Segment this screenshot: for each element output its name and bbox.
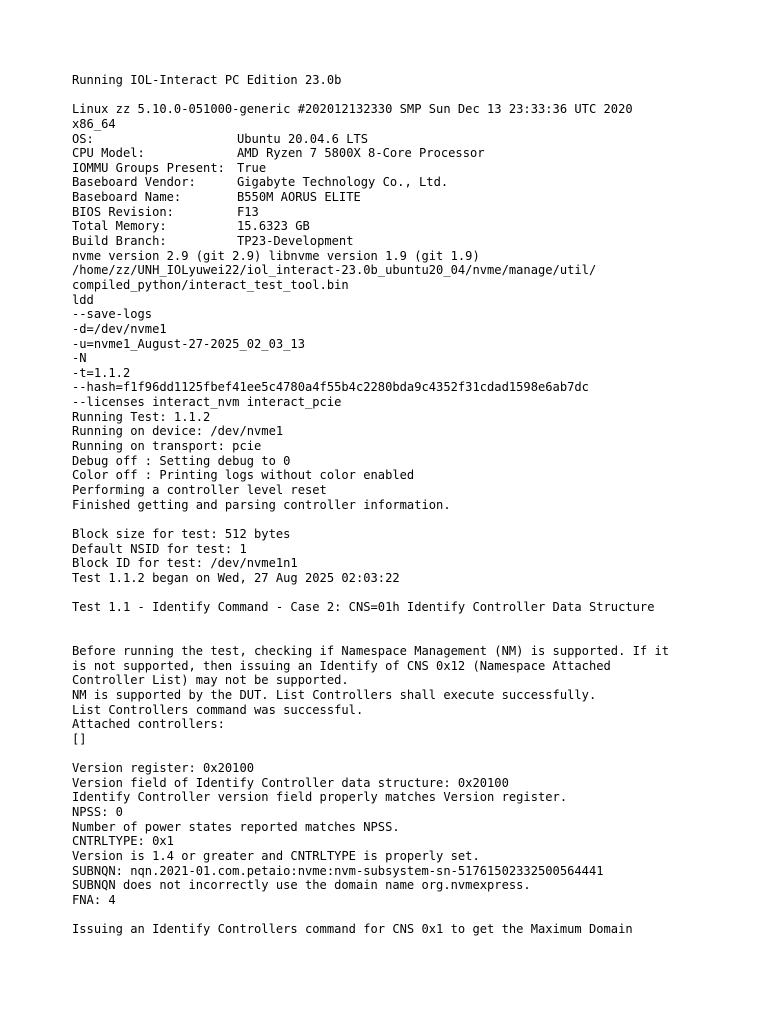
log-line: Running on device: /dev/nvme1 xyxy=(72,424,284,439)
log-line: ldd xyxy=(72,292,94,307)
system-info-row xyxy=(72,190,722,205)
info-value: True xyxy=(237,160,267,175)
log-line: nvme version 2.9 (git 2.9) libnvme version 1.9 (git 1.9) xyxy=(72,248,480,263)
system-info-row xyxy=(72,219,722,234)
log-line: --save-logs xyxy=(72,307,153,322)
test-title-line: Test 1.1 - Identify Command - Case 2: CNS=01h Identify Controller Data Structure xyxy=(72,600,655,615)
info-value: TP23-Development xyxy=(237,234,354,249)
log-line: Version is 1.4 or greater and CNTRLTYPE is properly set. xyxy=(72,848,480,863)
blank-line xyxy=(72,746,722,761)
results-block xyxy=(72,761,722,907)
log-line: /home/zz/UNH_IOLyuwei22/iol_interact-23.0b_ubuntu20_04/nvme/manage/util/ xyxy=(72,263,597,278)
system-info-row xyxy=(72,146,722,161)
log-line: [] xyxy=(72,731,87,746)
log-line: -t=1.1.2 xyxy=(72,365,131,380)
system-info-row xyxy=(72,205,722,220)
log-line: Version field of Identify Controller data structure: 0x20100 xyxy=(72,775,509,790)
log-line: Before running the test, checking if Namespace Management (NM) is supported. If it xyxy=(72,643,670,658)
log-line: Attached controllers: xyxy=(72,717,225,732)
system-info-row xyxy=(72,234,722,249)
log-line: compiled_python/interact_test_tool.bin xyxy=(72,277,349,292)
log-line: Default NSID for test: 1 xyxy=(72,541,247,556)
info-key: Total Memory: xyxy=(72,219,167,234)
log-line: Color off : Printing logs without color enabled xyxy=(72,468,415,483)
log-line: NPSS: 0 xyxy=(72,805,123,820)
log-line: -u=nvme1_August-27-2025_02_03_13 xyxy=(72,336,305,351)
app-title-line: Running IOL-Interact PC Edition 23.0b xyxy=(72,73,342,87)
blank-line xyxy=(72,908,722,923)
log-line: Finished getting and parsing controller information. xyxy=(72,497,451,512)
system-info-row xyxy=(72,161,722,176)
info-value: F13 xyxy=(237,204,259,219)
log-line: -d=/dev/nvme1 xyxy=(72,321,167,336)
blank-line xyxy=(72,88,722,103)
log-line: Running on transport: pcie xyxy=(72,439,262,454)
log-line: Block ID for test: /dev/nvme1n1 xyxy=(72,556,298,571)
info-key: Build Branch: xyxy=(72,234,167,249)
log-line: NM is supported by the DUT. List Controllers shall execute successfully. xyxy=(72,687,597,702)
info-key: BIOS Revision: xyxy=(72,204,174,219)
log-line: Issuing an Identify Controllers command for CNS 0x1 to get the Maximum Domain xyxy=(72,922,633,937)
log-line: CNTRLTYPE: 0x1 xyxy=(72,834,174,849)
log-line: is not supported, then issuing an Identify of CNS 0x12 (Namespace Attached xyxy=(72,658,611,673)
system-info-block xyxy=(72,132,722,249)
log-page xyxy=(72,73,722,937)
system-info-row xyxy=(72,132,722,147)
kernel-arch-line: x86_64 xyxy=(72,116,116,131)
log-line: Version register: 0x20100 xyxy=(72,761,255,776)
blank-line xyxy=(72,585,722,600)
kernel-line: Linux zz 5.10.0-051000-generic #202012132330 SMP Sun Dec 13 23:33:36 UTC 2020 xyxy=(72,102,633,117)
info-value: 15.6323 GB xyxy=(237,219,310,234)
blank-line xyxy=(72,615,722,630)
nm-check-block xyxy=(72,644,722,746)
info-key: Baseboard Vendor: xyxy=(72,175,196,190)
setup-log-block xyxy=(72,249,722,513)
info-key: Baseboard Name: xyxy=(72,190,182,205)
log-line: --hash=f1f96dd1125fbef41ee5c4780a4f55b4c2280bda9c4352f31cdad1598e6ab7dc xyxy=(72,380,589,395)
info-value: B550M AORUS ELITE xyxy=(237,190,361,205)
log-line: Block size for test: 512 bytes xyxy=(72,526,291,541)
log-line: -N xyxy=(72,351,87,366)
info-key: IOMMU Groups Present: xyxy=(72,160,225,175)
log-line: Running Test: 1.1.2 xyxy=(72,409,211,424)
log-line: SUBNQN: nqn.2021-01.com.petaio:nvme:nvm-subsystem-sn-51761502332500564441 xyxy=(72,863,604,878)
log-line: Identify Controller version field properly matches Version register. xyxy=(72,790,568,805)
log-line: Debug off : Setting debug to 0 xyxy=(72,453,291,468)
log-line: List Controllers command was successful. xyxy=(72,702,364,717)
info-key: CPU Model: xyxy=(72,146,145,161)
log-line: Performing a controller level reset xyxy=(72,482,327,497)
log-line: Test 1.1.2 began on Wed, 27 Aug 2025 02:03:22 xyxy=(72,570,400,585)
log-line: FNA: 4 xyxy=(72,892,116,907)
log-line: SUBNQN does not incorrectly use the domain name org.nvmexpress. xyxy=(72,878,531,893)
blank-line xyxy=(72,629,722,644)
info-value: AMD Ryzen 7 5800X 8-Core Processor xyxy=(237,146,485,161)
log-line: --licenses interact_nvm interact_pcie xyxy=(72,395,342,410)
info-value: Gigabyte Technology Co., Ltd. xyxy=(237,175,449,190)
info-key: OS: xyxy=(72,131,94,146)
log-line: Controller List) may not be supported. xyxy=(72,673,349,688)
blank-line xyxy=(72,512,722,527)
info-value: Ubuntu 20.04.6 LTS xyxy=(237,131,369,146)
system-info-row xyxy=(72,175,722,190)
log-line: Number of power states reported matches NPSS. xyxy=(72,819,400,834)
test-params-block xyxy=(72,527,722,586)
